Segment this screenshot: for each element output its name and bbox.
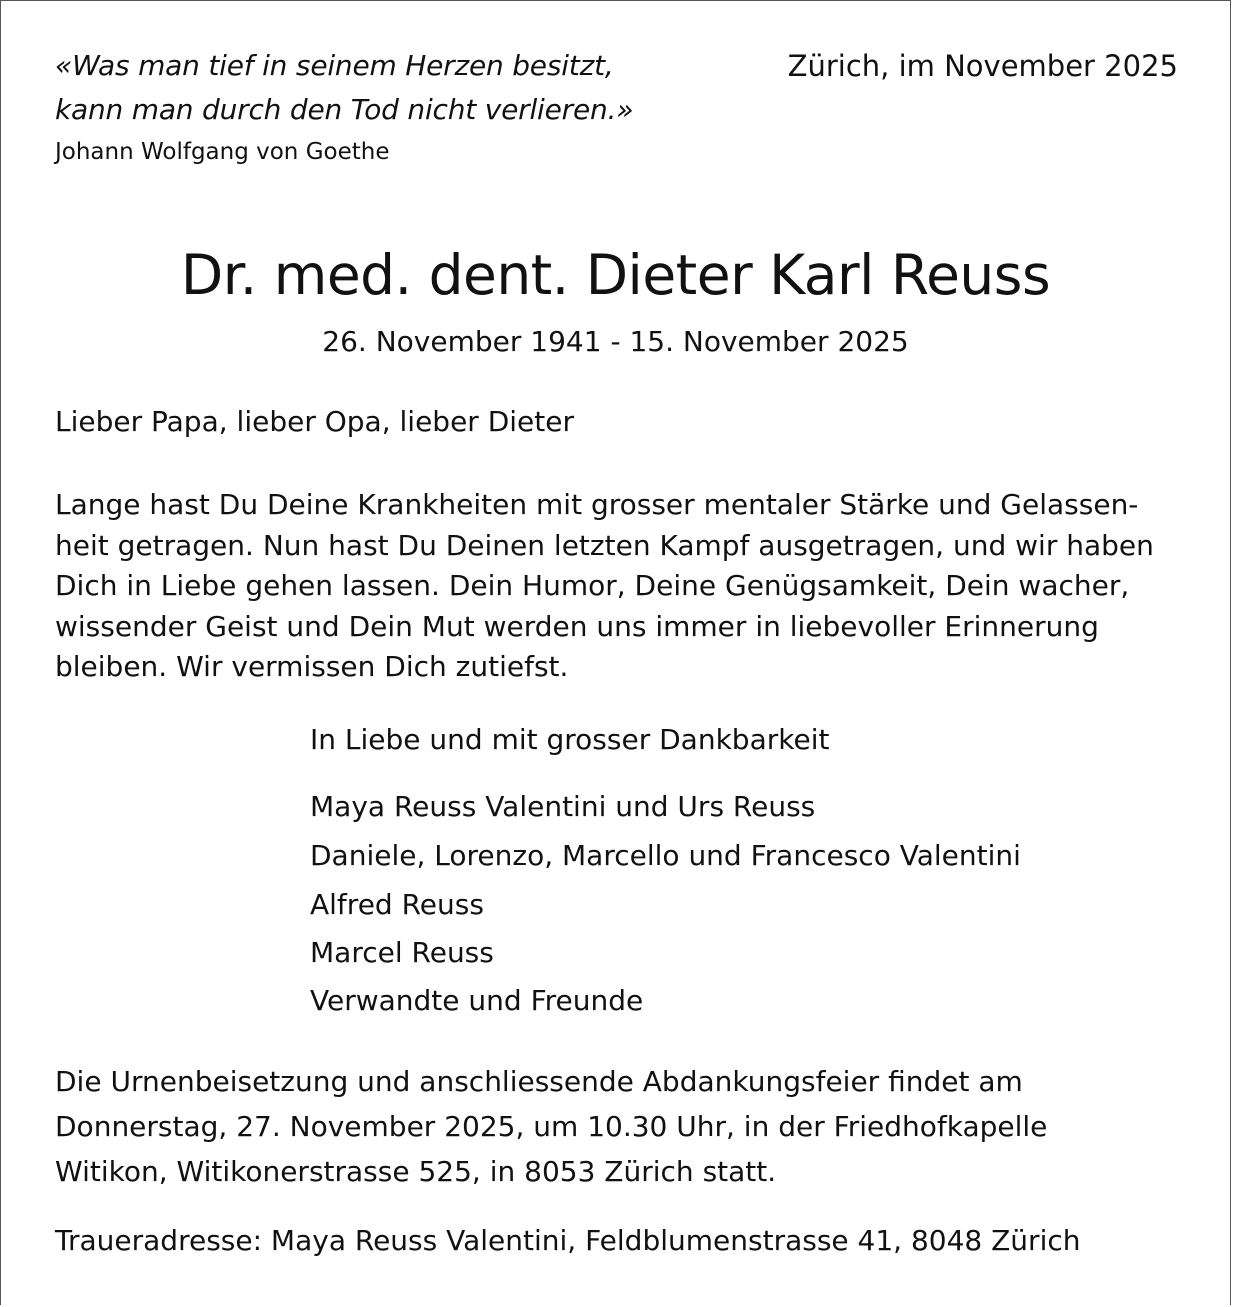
- message-line: bleiben. Wir vermissen Dich zutiefst.: [55, 650, 569, 683]
- quote-line-2: kann man durch den Tod nicht verlieren.»: [55, 93, 634, 126]
- salutation: Lieber Papa, lieber Opa, lieber Dieter: [55, 405, 574, 438]
- mourner: Verwandte und Freunde: [310, 984, 644, 1017]
- life-dates: 26. November 1941 - 15. November 2025: [322, 325, 909, 358]
- mourning-address: Traueradresse: Maya Reuss Valentini, Feldblumenstrasse 41, 8048 Zürich: [55, 1224, 1081, 1257]
- message-line: Lange hast Du Deine Krankheiten mit grosser mentaler Stärke und Gelassen-: [55, 488, 1139, 521]
- quote-line-1: «Was man tief in seinem Herzen besitzt,: [55, 49, 614, 82]
- closing: In Liebe und mit grosser Dankbarkeit: [310, 723, 830, 756]
- mourner: Maya Reuss Valentini und Urs Reuss: [310, 790, 816, 823]
- deceased-name: Dr. med. dent. Dieter Karl Reuss: [180, 243, 1051, 307]
- message-line: Dich in Liebe gehen lassen. Dein Humor, Deine Genügsamkeit, Dein wacher,: [55, 569, 1130, 602]
- place-date: Zürich, im November 2025: [787, 49, 1178, 83]
- ceremony-line: Donnerstag, 27. November 2025, um 10.30 Uhr, in der Friedhofkapelle: [55, 1110, 1048, 1143]
- ceremony-line: Die Urnenbeisetzung und anschliessende Abdankungsfeier findet am: [55, 1065, 1023, 1098]
- ceremony-line: Witikon, Witikonerstrasse 525, in 8053 Zürich statt.: [55, 1155, 777, 1188]
- mourner: Marcel Reuss: [310, 936, 494, 969]
- message-line: heit getragen. Nun hast Du Deinen letzten Kampf ausgetragen, und wir haben: [55, 528, 1154, 562]
- mourner: Alfred Reuss: [310, 888, 484, 921]
- mourner: Daniele, Lorenzo, Marcello und Francesco Valentini: [310, 839, 1021, 872]
- ceremony-info: [55, 1059, 1047, 1194]
- message-paragraph: [55, 485, 1195, 688]
- quote-author: Johann Wolfgang von Goethe: [55, 139, 390, 165]
- message-line: wissender Geist und Dein Mut werden uns immer in liebevoller Erinnerung: [55, 609, 1099, 643]
